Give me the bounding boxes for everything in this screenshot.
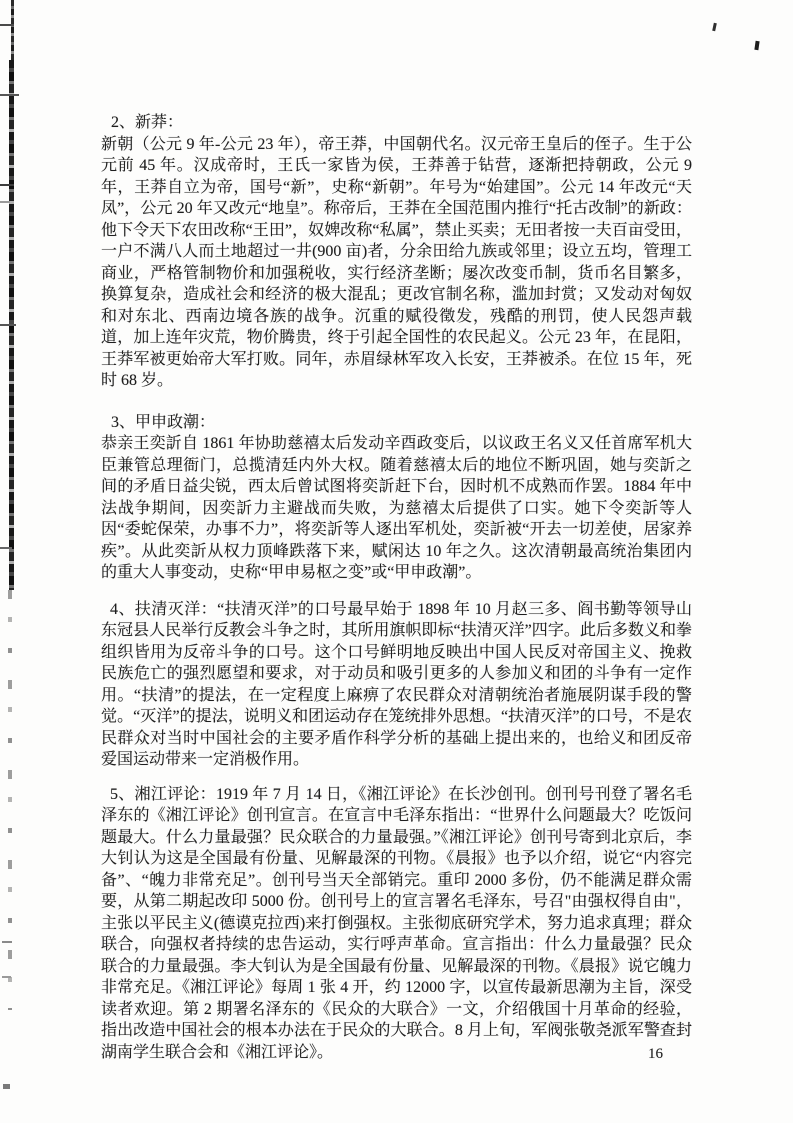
section-heading-inline: 5、湘江评论： (110, 785, 216, 803)
scan-tick-mark (2, 976, 11, 978)
scan-tick-mark (2, 941, 12, 943)
document-content (101, 112, 692, 1063)
scan-tick-mark (0, 94, 19, 96)
section-body: 恭亲王奕訢自 1861 年协助慈禧太后发动辛酉政变后，以议政王名义又任首席军机大臣兼管总理衙门，总揽清廷内外大权。随着慈禧太后的地位不断巩固，她与奕訢之间的矛盾日益尖锐，西太后曾试图将奕訢赶下台，因时机不成熟而作罢。1884 年中法战争期间，因奕訢力主避战而失败，为慈禧太后提供了口实。她下令奕訢等人因“委蛇保荣，办事不力”，将奕訢等人逐出军机处，奕訢被“开去一切差使，居家养疾”。从此奕訢从权力顶峰跌落下来，赋闲达 10 年之久。这次清朝最高统治集团内的重大人事变动，史称“甲申易枢之变”或“甲申政潮”。 (101, 435, 692, 581)
section-xin-mang (101, 112, 692, 392)
section-jiashen-zhengchao (101, 412, 692, 584)
section-body: 新朝（公元 9 年-公元 23 年），帝王莽，中国朝代名。汉元帝王皇后的侄子。生于公元前 45 年。汉成帝时，王氏一家皆为侯，王莽善于钻营，逐渐把持朝政，公元 9 年，王莽自立为帝，国号“新”，史称“新朝”。年号为“始建国”。公元 14 年改元“天凤”，公元 20 年又改元“地皇”。称帝后，王莽在全国范围内推行“托古改制”的新政：他下令天下农田改称“王田”，奴婢改称“私属”，禁止买卖；无田者按一夫百亩受田，一户不满八人而土地超过一井(900 亩)者，分余田给九族或邻里；设立五均，管理工商业，严格管制物价和加强税收，实行经济垄断；屡次改变币制，货币名目繁多，换算复杂，造成社会和经济的极大混乱；更改官制名称，滥加封赏；又发动对匈奴和对东北、西南边境各族的战争。沉重的赋役徵发，残酷的刑罚，使人民怨声载道，加上连年灾荒，物价腾贵，终于引起全国性的农民起义。公元 23 年，在昆阳，王莽军被更始帝大军打败。同年，赤眉绿林军攻入长安，王莽被杀。在位 15 年，死时 68 岁。 (101, 135, 692, 389)
page-number: 16 (648, 1046, 663, 1062)
scan-edge-artifact-lower (8, 590, 12, 1010)
scan-tick-mark (0, 24, 14, 26)
section-body-text: 1919 年 7 月 14 日，《湘江评论》在长沙创刊。创刊号刊登了署名毛泽东的《湘江评论》创刊宣言。在宣言中毛泽东指出：“世界什么问题最大？吃饭问题最大。什么力量最强？民众联合的力量最强。”《湘江评论》创刊号寄到北京后，李大钊认为这是全国最有份量、见解最深的刊物。《晨报》也予以介绍，说它“内容完备”、“魄力非常充足”。创刊号当天全部销完。重印 2000 多份，仍不能满足群众需要，从第二期起改印 5000 份。创刊号上的宣言署名毛泽东，号召"由强权得自由"，主张以平民主义(德谟克拉西)来打倒强权。主张彻底研究学术，努力追求真理；群众联合，向强权者持续的忠告运动，实行呼声革命。宣言指出：什么力量最强？民众联合的力量最强。李大钊认为是全国最有份量、见解最深的刊物。《晨报》说它魄力非常充足。《湘江评论》每周 1 张 4 开，约 12000 字，以宣传最新思潮为主旨，深受读者欢迎。第 2 期署名泽东的《民众的大联合》一文，介绍俄国十月革命的经验，指出改造中国社会的根本办法在于民众的大联合。8 月上旬，军阀张敬尧派军警查封湖南学生联合会和《湘江评论》。 (101, 785, 692, 1061)
scan-speck (712, 23, 717, 31)
section-body-text: “扶清灭洋”的口号最早始于 1898 年 10 月赵三多、阎书勤等领导山东冠县人民举行反教会斗争之时，其所用旗帜即标“扶清灭洋”四字。此后多数义和拳组织皆用为反帝斗争的口号。这个口号鲜明地反映出中国人民反对帝国主义、挽救民族危亡的强烈愿望和要求，对于动员和吸引更多的人参加义和团的斗争有一定作用。“扶清”的提法，在一定程度上麻痹了农民群众对清朝统治者施展阴谋手段的警觉。“灭洋”的提法，说明义和团运动存在笼统排外思想。“扶清灭洋”的口号，不是农民群众对当时中国社会的主要矛盾作科学分析的基础上提出来的，也给义和团反帝爱国运动带来一定消极作用。 (101, 600, 692, 768)
section-heading: 2、新莽： (111, 114, 184, 131)
scan-tick-mark (0, 324, 16, 326)
section-heading-inline: 4、扶清灭洋： (110, 600, 218, 618)
section-heading: 3、甲申政潮： (111, 413, 216, 431)
section-body (101, 599, 692, 771)
scan-tick-mark (0, 547, 12, 549)
scan-edge-artifact-main (9, 60, 14, 590)
section-body (101, 784, 692, 1064)
scan-speck (754, 41, 759, 50)
scan-tick-mark (0, 201, 10, 203)
scan-tick-mark (3, 1084, 10, 1089)
scan-edge-artifact-top (11, 0, 14, 62)
section-xiangjiang-pinglun (101, 784, 692, 1064)
scan-tick-mark (0, 184, 14, 186)
section-fuqing-mieyang (101, 599, 692, 771)
